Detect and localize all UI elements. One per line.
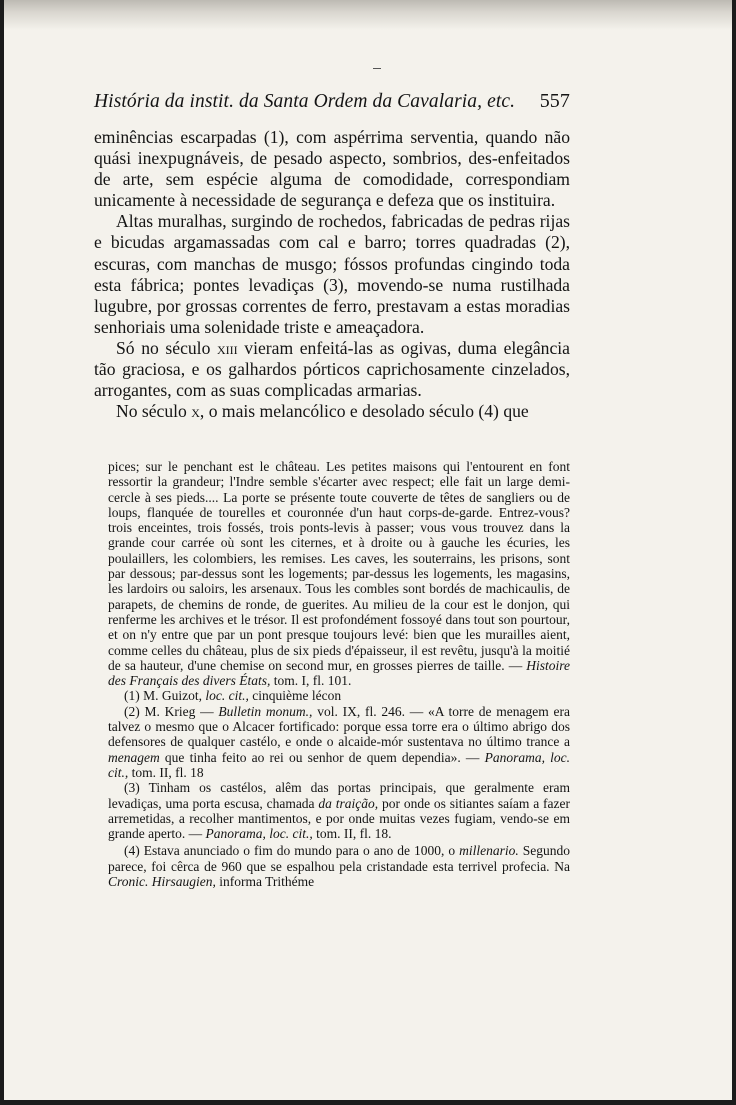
running-header bbox=[94, 86, 570, 117]
footnote-1-number: (1) bbox=[124, 688, 140, 704]
footnote-2 bbox=[108, 704, 570, 780]
footnote-1-author: M. Guizot, bbox=[139, 688, 206, 704]
century-numeral: xiii bbox=[217, 337, 238, 358]
scan-right-border bbox=[732, 0, 736, 1105]
footnote-4-source: Cronic. Hirsaugien, bbox=[108, 874, 216, 890]
paragraph-3 bbox=[94, 338, 570, 401]
top-mark bbox=[373, 68, 381, 69]
footnote-continuation-source: Histoire des Français des divers États, bbox=[108, 657, 570, 689]
footnote-3 bbox=[108, 780, 570, 841]
footnote-continuation-ref: tom. I, fl. 101. bbox=[270, 673, 352, 689]
footnotes bbox=[108, 459, 570, 889]
footnote-1 bbox=[108, 688, 570, 703]
paragraph-2: Altas muralhas, surgindo de rochedos, fabricadas de pedras rijas e bicudas argamassadas com cal e barro; torres quadradas (2), escuras, com manchas de musgo; fóssos profundas cingindo toda esta fábrica; pontes levadiças (3), movendo-se numa rustilhada lugubre, por grossas correntes de ferro, prestavam a estas moradias senhoriais uma solenidade triste e ameaçadora. bbox=[94, 211, 570, 337]
footnote-2-source: Panorama, loc. cit., bbox=[108, 749, 570, 780]
footnote-2-text: vol. IX, fl. 246. — «A torre de menagem era talvez o mesmo que o Alcacer fortificado: porque essa torre era o último abrigo dos defensores de qualquer castélo, e onde o alcaide-mór sustentava no último trance a bbox=[108, 703, 570, 750]
footnote-3-ref: tom. II, fl. 18. bbox=[312, 826, 392, 842]
paragraph-4-start: No século bbox=[116, 401, 192, 422]
footnote-2-title: Bulletin monum., bbox=[218, 703, 313, 719]
footnote-4-text-3: informa Trithéme bbox=[215, 874, 315, 890]
paragraph-4-end: , o mais melancólico e desolado século (4) que bbox=[199, 401, 529, 422]
paragraph-3-start: Só no século bbox=[116, 337, 217, 358]
paragraph-4 bbox=[94, 401, 570, 422]
footnote-3-word: da traição, bbox=[318, 795, 379, 811]
footnote-4-number: (4) bbox=[124, 843, 140, 859]
footnote-4 bbox=[108, 843, 570, 889]
century-numeral-x: x bbox=[191, 401, 200, 422]
footnote-1-rest: cinquième lécon bbox=[248, 688, 342, 704]
footnote-4-text-2: Segundo parece, foi cêrca de 960 que se espalhou pela cristandade esta terrivel profecia. Na bbox=[108, 843, 570, 874]
footnote-2-text-2: que tinha feito ao rei ou senhor de quem dependia». — bbox=[159, 749, 485, 765]
main-text bbox=[94, 127, 570, 422]
page-content bbox=[94, 86, 570, 422]
footnote-2-number: (2) bbox=[124, 703, 140, 719]
footnote-continuation bbox=[108, 459, 570, 688]
footnote-3-source: Panorama, loc. cit., bbox=[205, 826, 313, 842]
footnote-2-ref: tom. II, fl. 18 bbox=[128, 764, 204, 780]
paragraph-1: eminências escarpadas (1), com aspérrima serventia, quando não quási inexpugnáveis, de pesado aspecto, sombrios, des-enfeitados de arte, sem espécie alguma de comodidade, correspondiam unicamente à necessidade de segurança e defeza que os instituira. bbox=[94, 127, 570, 211]
footnote-3-text: Tinham os castélos, alêm das portas principais, que geralmente eram levadiças, uma porta escusa, chamada bbox=[108, 780, 570, 811]
scan-left-border bbox=[0, 0, 4, 1105]
footnote-4-word: millenario. bbox=[459, 843, 519, 859]
footnote-1-loc: loc. cit., bbox=[205, 688, 249, 704]
running-title: História da instit. da Santa Ordem da Cavalaria, etc. bbox=[94, 91, 516, 112]
scan-bottom-border bbox=[0, 1100, 736, 1105]
footnote-continuation-text: pices; sur le penchant est le château. Les petites maisons qui l'entourent en font ressortir la grandeur; l'Indre semble s'écarter avec respect; elle fait un large demi-cercle à ses pieds.... La porte se présente toute couverte de têtes de sangliers ou de loups, flanquée de tourelles et couronnée d'un haut corps-de-garde. Entrez-vous? trois enceintes, trois fossés, trois ponts-levis à passer; vous vous trouvez dans la grande cour carrée où sont les citernes, et à droite ou à gauche les écuries, les poulaillers, les colombiers, les remises. Les caves, les souterrains, les prisons, sont par dessous; par-dessus sont les logements; par-dessus les logements, les magasins, les lardoirs ou saloirs, les arsenaux. Tous les combles sont bordés de machicaulis, de parapets, de chemins de ronde, de guerites. Au milieu de la cour est le donjon, qui renferme les archives et le trésor. Il est profondément fossoyé dans tout son pourtour, et on n'y entre que par un pont presque toujours levé: bien que les murailles aient, comme celles du château, plus de six pieds d'épaisseur, il est revêtu, jusqu'à la moitié de sa hauteur, d'une chemise on second mur, en grosses pierres de taille. — bbox=[108, 459, 570, 673]
footnote-3-number: (3) bbox=[124, 780, 140, 796]
footnote-2-author: M. Krieg — bbox=[139, 703, 219, 719]
footnote-3-text-2: por onde os sitiantes saíam a fazer arremetidas, a recolher mantimentos, e por onde muitas vezes fugiam, vendo-se em grande aperto. — bbox=[108, 795, 571, 842]
footnote-4-text: Estava anunciado o fim do mundo para o ano de 1000, o bbox=[139, 843, 460, 859]
footnote-2-word: menagem bbox=[108, 749, 160, 765]
scan-top-shadow bbox=[0, 0, 736, 30]
paragraph-3-end: vieram enfeitá-las as ogivas, duma elegância tão graciosa, e os galhardos pórticos caprichosamente cinzelados, arrogantes, com as suas complicadas armarias. bbox=[94, 337, 570, 401]
page-number: 557 bbox=[539, 90, 570, 112]
